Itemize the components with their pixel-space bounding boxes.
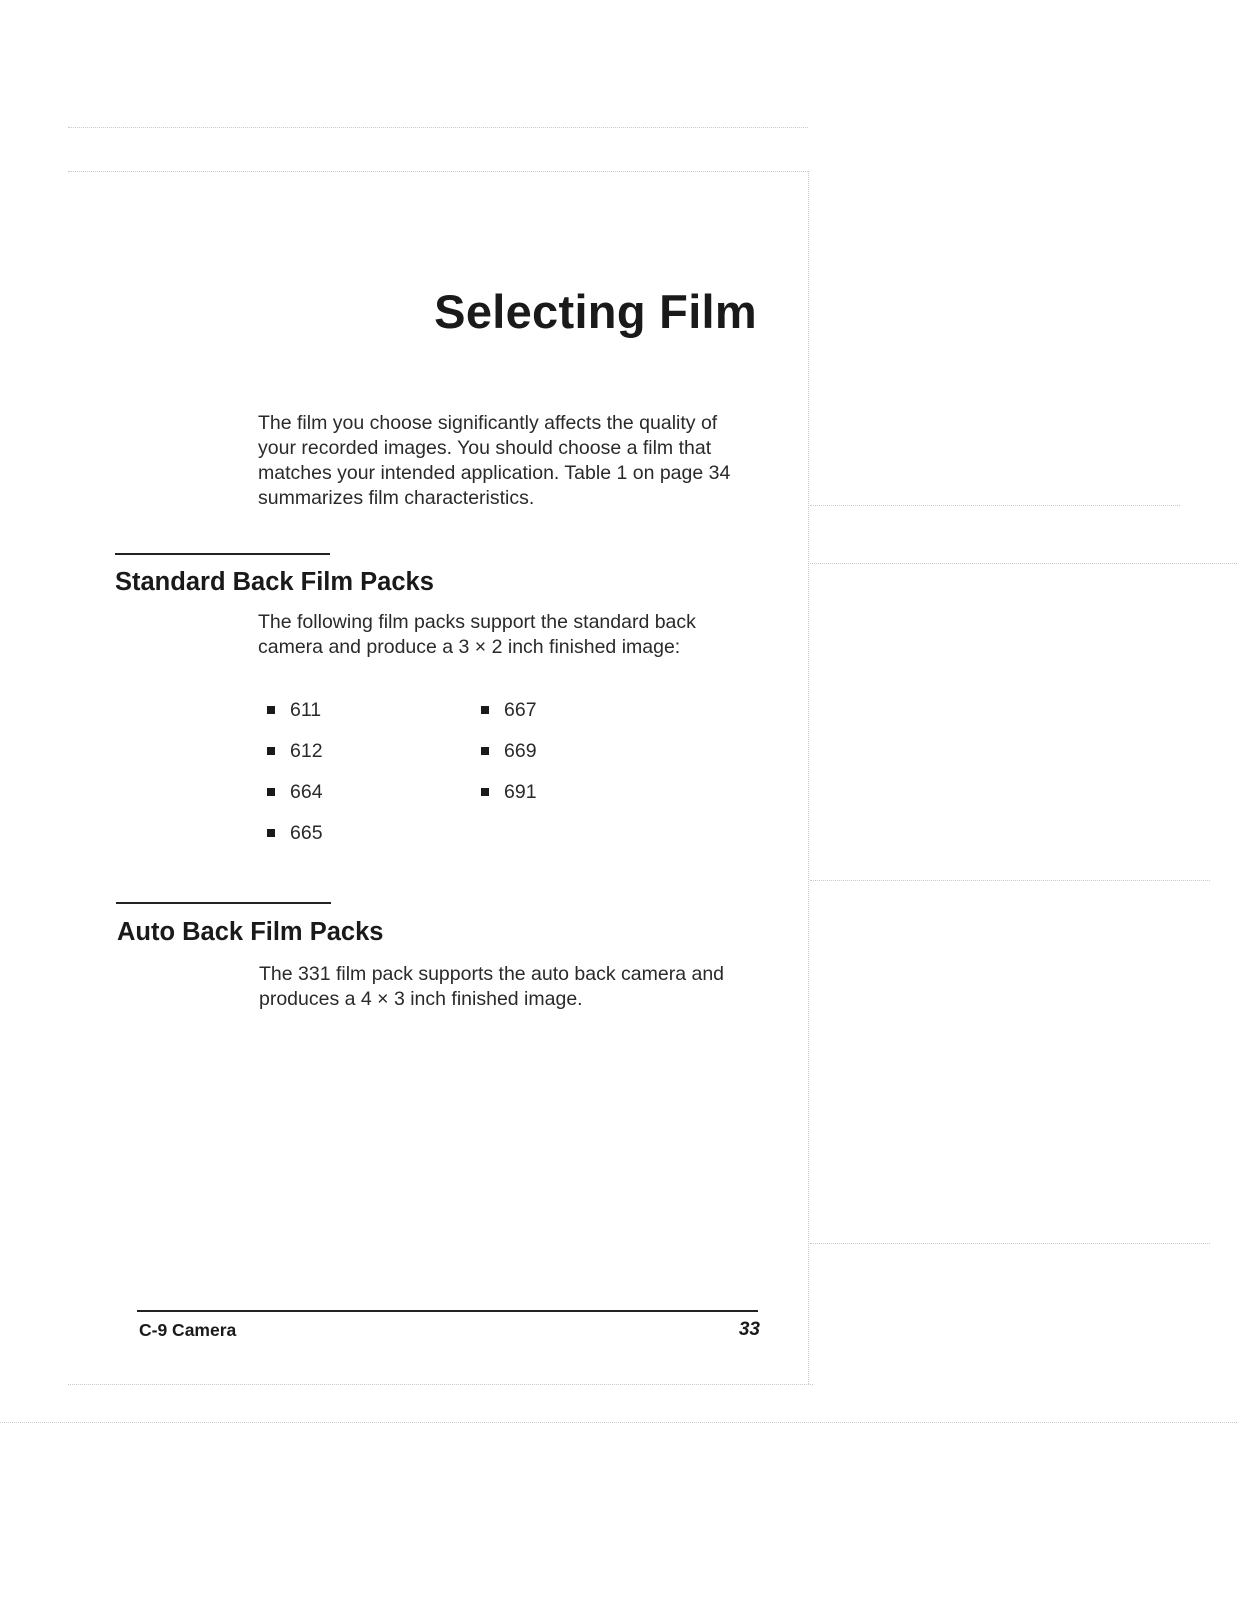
bullet-icon [481,788,489,796]
film-pack-list-col1 [267,698,323,862]
scan-edge-right-1 [810,505,1180,506]
film-pack-number: 667 [504,699,537,721]
footer-product-name: C-9 Camera [139,1320,237,1340]
list-item [267,821,323,862]
auto-back-paragraph: The 331 film pack supports the auto back camera and produces a 4 × 3 inch finished image. [259,963,725,1010]
list-item [481,698,537,739]
standard-back-paragraph: The following film packs support the standard back camera and produce a 3 × 2 inch finished image: [258,611,696,658]
film-pack-number: 691 [504,781,537,803]
list-item [481,739,537,780]
list-item [267,739,323,780]
bullet-icon [267,829,275,837]
page-title: Selecting Film [434,285,757,338]
section-heading-auto-back: Auto Back Film Packs [117,918,384,946]
scan-edge-bottom-2 [0,1422,1237,1423]
film-pack-number: 612 [290,740,323,762]
section-divider [115,553,330,555]
scan-edge-top [68,127,808,128]
section-divider [116,902,331,904]
film-pack-number: 664 [290,781,323,803]
footer-divider [137,1310,758,1312]
footer-page-number: 33 [738,1319,760,1340]
bullet-icon [267,747,275,755]
bullet-icon [267,706,275,714]
film-pack-number: 611 [290,699,322,721]
film-pack-number: 669 [504,740,537,762]
scan-edge-bottom [68,1384,813,1385]
film-pack-number: 665 [290,822,323,844]
bullet-icon [481,747,489,755]
scan-edge-right [808,171,809,1384]
scan-edge-right-3 [810,880,1210,881]
film-pack-list-col2 [481,698,537,821]
list-item [267,780,323,821]
scan-edge-right-2 [810,563,1237,564]
bullet-icon [267,788,275,796]
list-item [481,780,537,821]
bullet-icon [481,706,489,714]
scan-edge-top-2 [68,171,808,172]
scan-edge-right-4 [810,1243,1210,1244]
intro-paragraph: The film you choose significantly affects the quality of your recorded images. You should choose a film that matches your intended application. Table 1 on page 34 summarizes film characteristics. [258,412,731,509]
section-heading-standard-back: Standard Back Film Packs [115,568,434,596]
list-item [267,698,323,739]
